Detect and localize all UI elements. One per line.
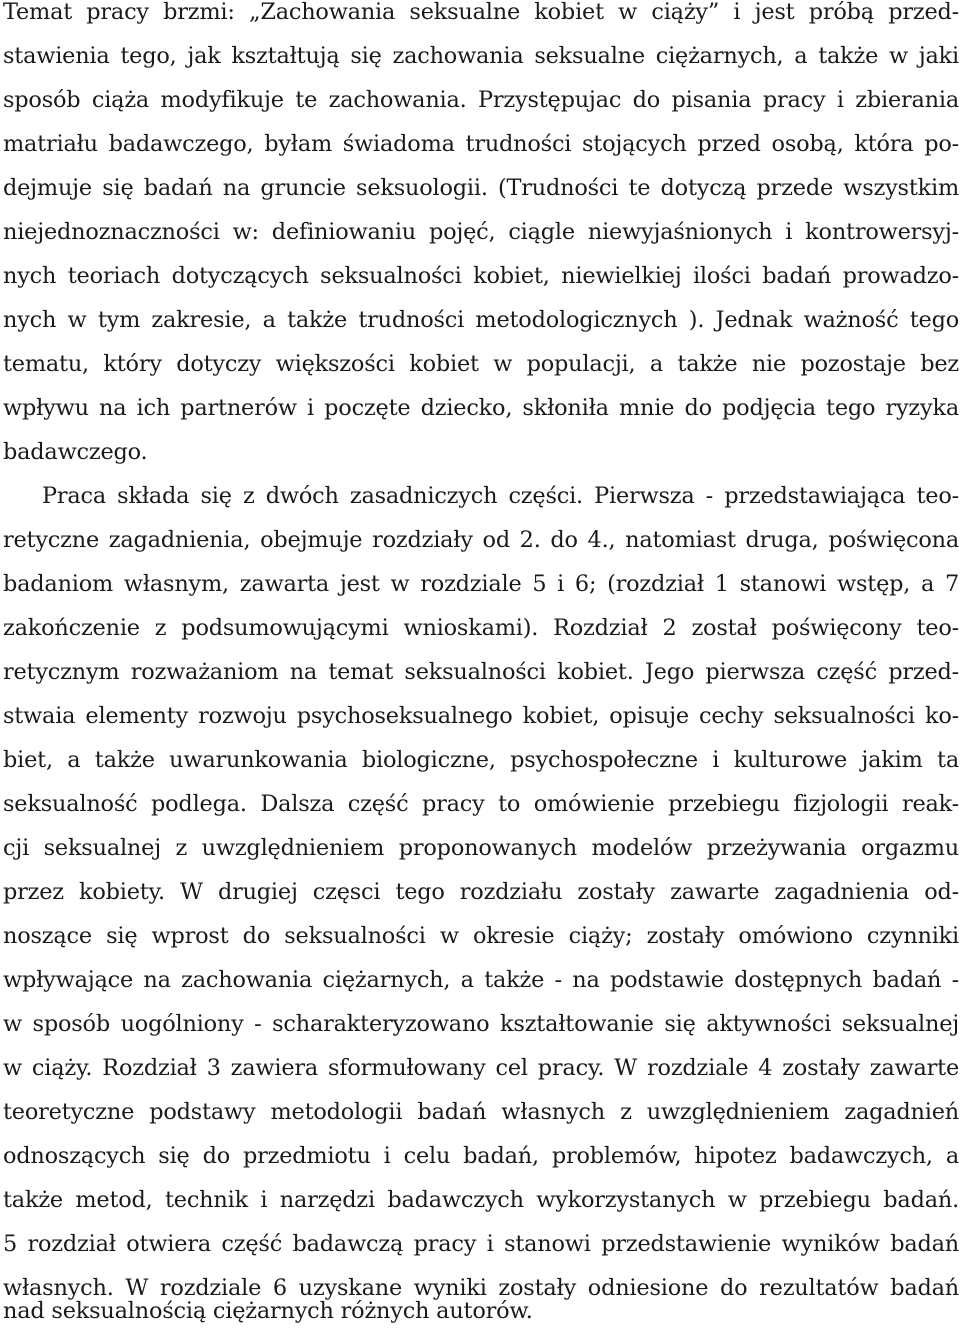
text-line: stwaia elementy rozwoju psychoseksualnego kobiet, opisuje cechy seksualności ko-	[3, 703, 959, 729]
text-line: badawczego.	[3, 439, 148, 465]
text-line: stawienia tego, jak kształtują się zachowania seksualne ciężarnych, a także w jaki	[3, 43, 959, 69]
text-line: zakończenie z podsumowującymi wnioskami). Rozdział 2 został poświęcony teo-	[3, 615, 959, 641]
text-line: badaniom własnym, zawarta jest w rozdziale 5 i 6; (rozdział 1 stanowi wstęp, a 7	[3, 571, 959, 597]
text-line: biet, a także uwarunkowania biologiczne, psychospołeczne i kulturowe jakim ta	[3, 747, 959, 773]
text-line: Temat pracy brzmi: „Zachowania seksualne kobiet w ciąży” i jest próbą przed-	[3, 0, 959, 25]
text-line: cji seksualnej z uwzględnieniem proponowanych modelów przeżywania orgazmu	[3, 835, 959, 861]
text-line: matriału badawczego, byłam świadoma trudności stojących przed osobą, która po-	[3, 131, 959, 157]
text-line: seksualność podlega. Dalsza część pracy to omówienie przebiegu fizjologii reak-	[3, 791, 959, 817]
text-line: wpływu na ich partnerów i poczęte dziecko, skłoniła mnie do podjęcia tego ryzyka	[3, 395, 959, 421]
text-line: sposób ciąża modyfikuje te zachowania. Przystępujac do pisania pracy i zbierania	[3, 87, 959, 113]
text-line: w sposób uogólniony - scharakteryzowano kształtowanie się aktywności seksualnej	[3, 1011, 959, 1037]
text-line: retycznym rozważaniom na temat seksualności kobiet. Jego pierwsza część przed-	[3, 659, 959, 685]
text-line: w ciąży. Rozdział 3 zawiera sformułowany cel pracy. W rozdziale 4 zostały zawarte	[3, 1055, 959, 1081]
text-line: dejmuje się badań na gruncie seksuologii. (Trudności te dotyczą przede wszystkim	[3, 175, 959, 201]
text-line: niejednoznaczności w: definiowaniu pojęć, ciągle niewyjaśnionych i kontrowersyj-	[3, 219, 959, 245]
text-line: własnych. W rozdziale 6 uzyskane wyniki zostały odniesione do rezultatów badań	[3, 1275, 959, 1301]
text-line: przez kobiety. W drugiej częsci tego rozdziału zostały zawarte zagadnienia od-	[3, 879, 959, 905]
text-line: nych teoriach dotyczących seksualności kobiet, niewielkiej ilości badań prowadzo-	[3, 263, 959, 289]
text-line: retyczne zagadnienia, obejmuje rozdziały od 2. do 4., natomiast druga, poświęcona	[3, 527, 959, 553]
text-line: nad seksualnością ciężarnych różnych autorów.	[3, 1298, 533, 1324]
text-line: odnoszących się do przedmiotu i celu badań, problemów, hipotez badawczych, a	[3, 1143, 959, 1169]
text-line: wpływające na zachowania ciężarnych, a także - na podstawie dostępnych badań -	[3, 967, 959, 993]
text-line: teoretyczne podstawy metodologii badań własnych z uwzględnieniem zagadnień	[3, 1099, 959, 1125]
text-line: 5 rozdział otwiera część badawczą pracy i stanowi przedstawienie wyników badań	[3, 1231, 959, 1257]
text-line: tematu, który dotyczy większości kobiet w populacji, a także nie pozostaje bez	[3, 351, 959, 377]
text-line: Praca składa się z dwóch zasadniczych części. Pierwsza - przedstawiająca teo-	[42, 483, 959, 509]
text-line: noszące się wprost do seksualności w okresie ciąży; zostały omówiono czynniki	[3, 923, 959, 949]
text-line: także metod, technik i narzędzi badawczych wykorzystanych w przebiegu badań.	[3, 1187, 959, 1213]
text-line: nych w tym zakresie, a także trudności metodologicznych ). Jednak ważność tego	[3, 307, 959, 333]
